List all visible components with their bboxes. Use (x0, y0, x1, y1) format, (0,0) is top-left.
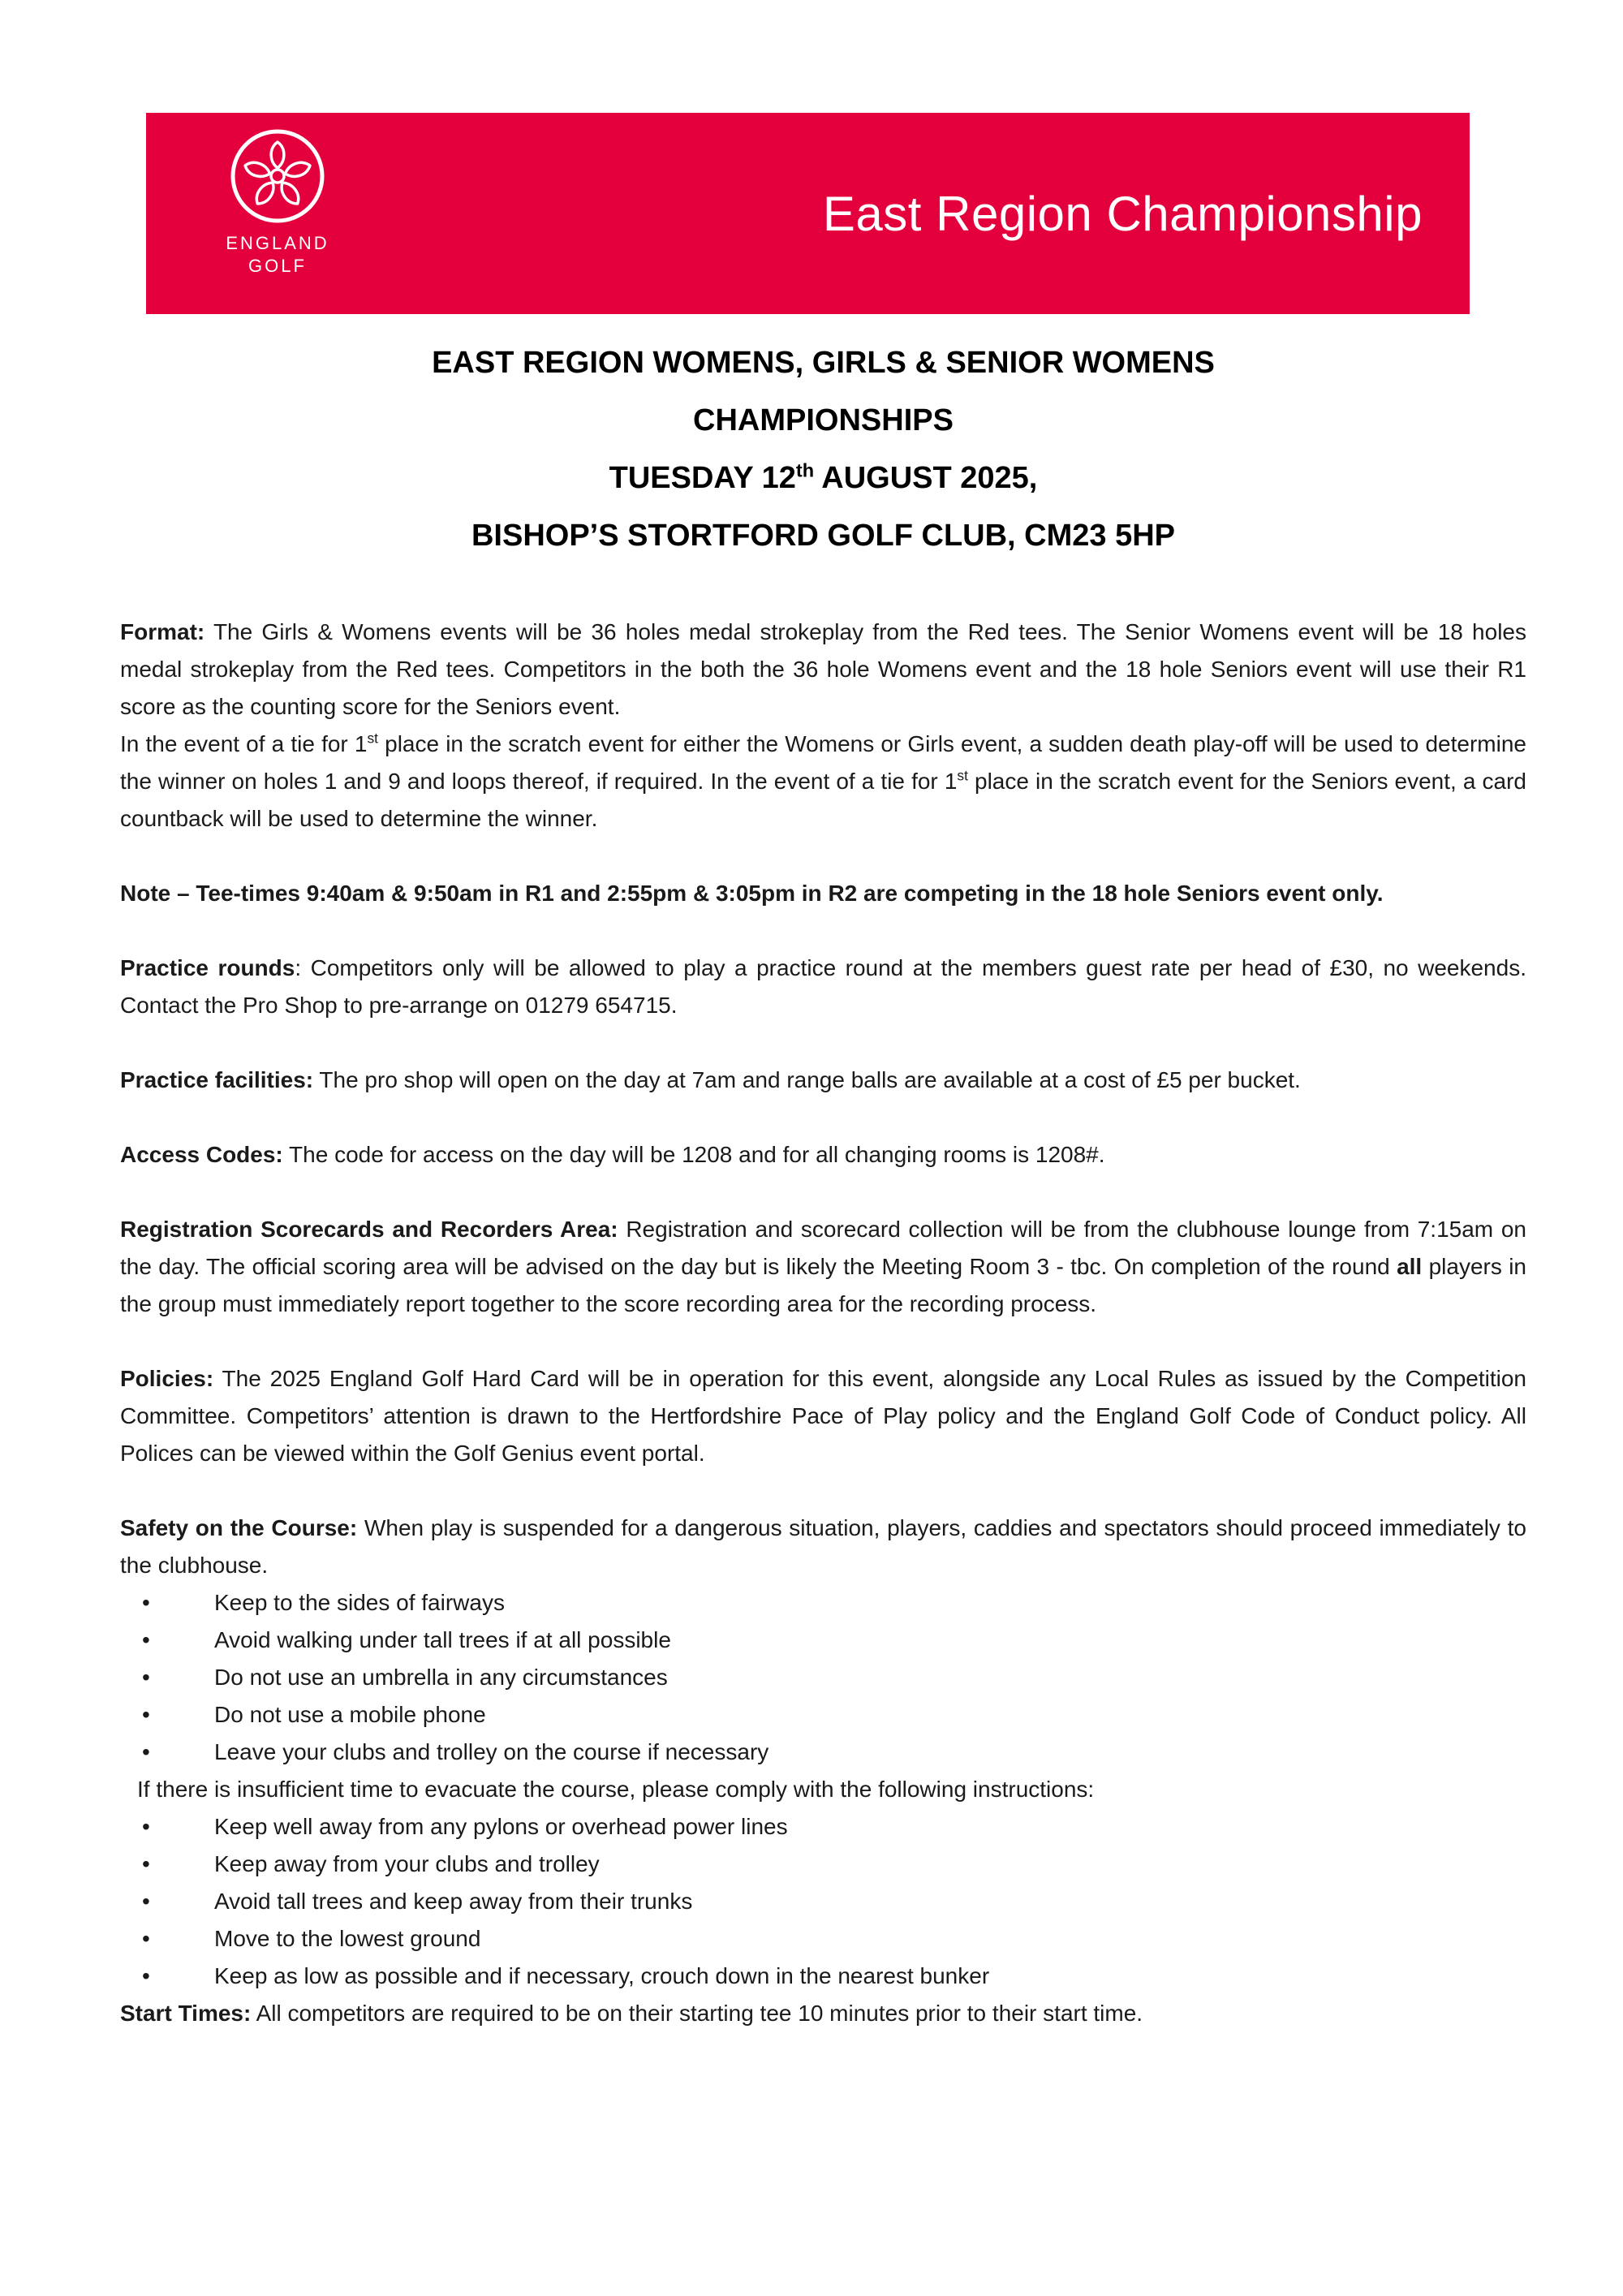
policies-paragraph: Policies: The 2025 England Golf Hard Card will be in operation for this event, alongside any Local Rules as issued by the Competition Committee. Competitors’ attention is drawn to the Hertfordshire Pace of Play policy and the England Golf Code of Conduct policy. All Polices can be viewed within the Golf Genius event portal. (120, 1366, 1526, 1466)
bullet-text: Do not use a mobile phone (214, 1702, 486, 1727)
safety-bullet-list-1 (120, 1584, 1526, 1771)
bullet-text: Avoid walking under tall trees if at all possible (214, 1627, 671, 1652)
bullet-item (120, 1883, 1526, 1920)
bullet-text: Keep as low as possible and if necessary, crouch down in the nearest bunker (214, 1963, 990, 1988)
format-paragraph: Format: The Girls & Womens events will be 36 holes medal strokeplay from the Red tees. The Senior Womens event will be 18 holes medal strokeplay from the Red tees. Competitors in the both the 36 hole Womens event and the 18 hole Seniors event will use their R1 score as the counting score for the Seniors event. In the event of a tie for 1st place in the scratch event for either the Womens or Girls event, a sudden death play-off will be used to determine the winner on holes 1 and 9 and loops thereof, if required. In the event of a tie for 1st place in the scratch event for the Seniors event, a card countback will be used to determine the winner. (120, 619, 1526, 831)
bullet-item (120, 1659, 1526, 1696)
logo-wordmark-line1: ENGLAND (226, 233, 329, 253)
title-line-3-text: TUESDAY 12 (609, 461, 796, 495)
bullet-marker: • (142, 1851, 150, 1876)
document-title (120, 334, 1526, 565)
evacuation-intro: If there is insufficient time to evacuate the course, please comply with the following instructions: (137, 1777, 1095, 1802)
practice-facilities-label: Practice facilities: (120, 1067, 314, 1092)
bullet-text: Do not use an umbrella in any circumstances (214, 1665, 668, 1690)
document-body (120, 614, 1526, 2070)
bullet-marker: • (142, 1702, 150, 1727)
bullet-text: Move to the lowest ground (214, 1926, 481, 1951)
title-line-3-rest: AUGUST 2025, (814, 461, 1038, 495)
practice-facilities-paragraph: Practice facilities: The pro shop will open on the day at 7am and range balls are available at a cost of £5 per bucket. (120, 1067, 1301, 1092)
start-times-paragraph: Start Times: All competitors are required to be on their starting tee 10 minutes prior to their start time. (120, 2001, 1143, 2026)
header-banner (146, 113, 1470, 314)
title-line-3 (120, 450, 1526, 507)
bullet-item (120, 1734, 1526, 1771)
title-line-1: EAST REGION WOMENS, GIRLS & SENIOR WOMENS (432, 346, 1215, 380)
safety-label: Safety on the Course: (120, 1515, 358, 1540)
bullet-marker: • (142, 1889, 150, 1914)
note-paragraph: Note – Tee-times 9:40am & 9:50am in R1 and 2:55pm & 3:05pm in R2 are competing in the 18 hole Seniors event only. (120, 881, 1384, 906)
access-codes-label: Access Codes: (120, 1142, 283, 1167)
access-codes-paragraph: Access Codes: The code for access on the day will be 1208 and for all changing rooms is 1208#. (120, 1142, 1105, 1167)
practice-rounds-paragraph: Practice rounds: Competitors only will be allowed to play a practice round at the members guest rate per head of £30, no weekends. Contact the Pro Shop to pre-arrange on 01279 654715. (120, 955, 1526, 1018)
bullet-item (120, 1622, 1526, 1659)
registration-paragraph: Registration Scorecards and Recorders Area: Registration and scorecard collection will be from the clubhouse lounge from 7:15am on the day. The official scoring area will be advised on the day but is likely the Meeting Room 3 - tbc. On completion of the round all players in the group must immediately report together to the score recording area for the recording process. (120, 1217, 1526, 1316)
bullet-text: Keep away from your clubs and trolley (214, 1851, 600, 1876)
logo-wordmark-line2: GOLF (248, 256, 307, 277)
bullet-marker: • (142, 1926, 150, 1951)
bullet-text: Avoid tall trees and keep away from their trunks (214, 1889, 693, 1914)
safety-paragraph: Safety on the Course: When play is suspended for a dangerous situation, players, caddies and spectators should proceed immediately to the clubhouse. (120, 1515, 1527, 1578)
england-golf-logo (224, 127, 331, 278)
bullet-item (120, 1696, 1526, 1734)
title-ordinal-superscript: th (795, 459, 815, 481)
bullet-text: Keep well away from any pylons or overhead power lines (214, 1814, 788, 1839)
logo-wordmark (226, 232, 329, 278)
title-line-4: BISHOP’S STORTFORD GOLF CLUB, CM23 5HP (471, 519, 1176, 553)
title-line-2: CHAMPIONSHIPS (693, 403, 954, 437)
bullet-marker: • (142, 1739, 150, 1764)
bullet-marker: • (142, 1627, 150, 1652)
registration-label: Registration Scorecards and Recorders Area: (120, 1217, 618, 1242)
safety-bullet-list-2 (120, 1808, 1526, 1995)
first-place-superscript: st (957, 767, 968, 784)
bullet-item (120, 1920, 1526, 1958)
bullet-marker: • (142, 1590, 150, 1615)
bullet-item (120, 1808, 1526, 1846)
bullet-item (120, 1584, 1526, 1622)
start-times-label: Start Times: (120, 2001, 252, 2026)
policies-label: Policies: (120, 1366, 214, 1391)
bullet-text: Keep to the sides of fairways (214, 1590, 505, 1615)
banner-title: East Region Championship (822, 186, 1423, 241)
registration-bold-word: all (1397, 1254, 1423, 1279)
bullet-marker: • (142, 1963, 150, 1988)
bullet-item (120, 1846, 1526, 1883)
practice-rounds-label: Practice rounds (120, 955, 295, 980)
bullet-marker: • (142, 1665, 150, 1690)
bullet-item (120, 1958, 1526, 1995)
bullet-marker: • (142, 1814, 150, 1839)
first-place-superscript: st (367, 730, 378, 747)
format-label: Format: (120, 619, 205, 644)
rose-icon (229, 127, 326, 225)
bullet-text: Leave your clubs and trolley on the course if necessary (214, 1739, 769, 1764)
